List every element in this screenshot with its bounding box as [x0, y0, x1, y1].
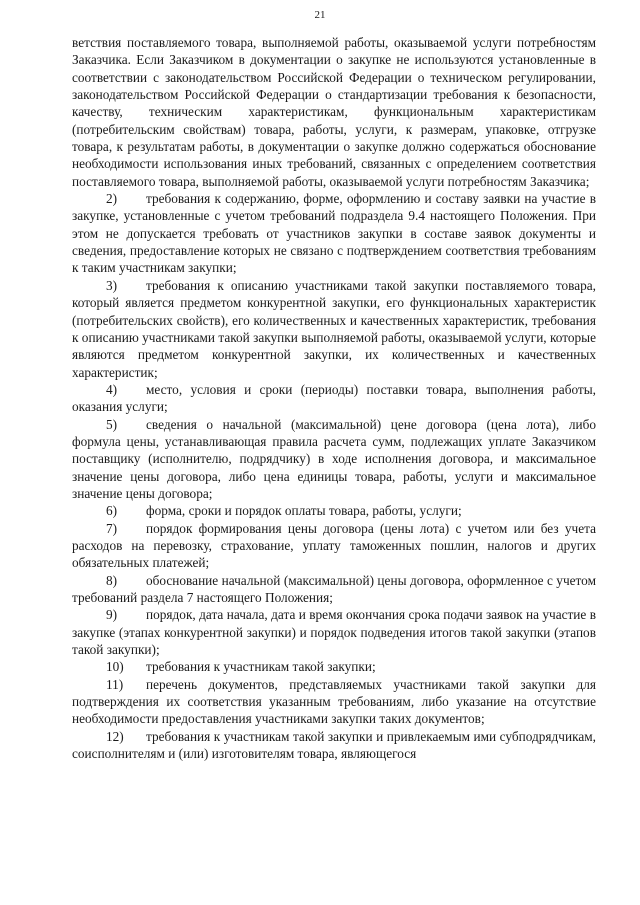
list-item-text: форма, сроки и порядок оплаты товара, работы, услуги;: [146, 503, 462, 519]
list-item-2: [72, 190, 596, 277]
list-item-number: 4): [106, 381, 118, 397]
list-item-text: обоснование начальной (максимальной) цены договора, оформленное с учетом требований раздела 7 настоящего Положения;: [72, 572, 596, 605]
list-item-number: 7): [106, 520, 118, 536]
list-item-5: [72, 416, 596, 503]
list-item-text: место, условия и сроки (периоды) поставки товара, выполнения работы, оказания услуги;: [72, 381, 596, 415]
list-item-9: [72, 606, 596, 658]
list-item-6: [72, 502, 596, 519]
list-item-10: [72, 658, 596, 675]
list-item-number: 3): [106, 277, 118, 293]
intro-paragraph: ветствия поставляемого товара, выполняемой работы, оказываемой услуги потребностям Заказчика. Если Заказчиком в документации о закупке не используются установленные в соответствии с законодательством Российской Федерации о техническом регулировании, законодательством Российской Федерации о стандартизации требования к безопасности, качеству, техническим характеристикам, функциональным характеристикам (потребительским свойствам) товара, работы, услуги, к размерам, упаковке, отгрузке товара, к результатам работы, в документации о закупке должно содержаться обоснование необходимости использования иных требований, связанных с определением соответствия поставляемого товара, выполняемой работы, оказываемой услуги потребностям Заказчика;: [72, 35, 596, 189]
list-item-text: сведения о начальной (максимальной) цене договора (цена лота), либо формула цены, устанавливающая правила расчета сумм, подлежащих уплате Заказчиком поставщику (исполнителю, подрядчику) в ходе исполнения договора, и максимальное значение цены договора, либо цена единицы товара, работы, услуги и максимальное значение цены договора;: [72, 416, 596, 501]
list-item-3: [72, 277, 596, 381]
body-text: [72, 34, 596, 762]
list-item-text: требования к участникам такой закупки;: [146, 659, 376, 675]
list-item-text: требования к участникам такой закупки и привлекаемым ими субподрядчикам, соисполнителям и (или) изготовителям товара, являющегося: [72, 728, 596, 762]
list-item-number: 2): [106, 191, 118, 207]
list-item-text: перечень документов, представляемых участниками такой закупки для подтверждения их соответствия указанным требованиям, либо указание на отсутствие необходимости предоставления участниками закупки таких документов;: [72, 676, 596, 727]
list-item-7: [72, 520, 596, 572]
list-item-number: 9): [106, 607, 118, 623]
list-item-11: [72, 676, 596, 728]
list-item-text: порядок, дата начала, дата и время окончания срока подачи заявок на участие в закупке (этапах конкурентной закупки) и порядок подведения итогов такой закупки (этапов такой закупки);: [72, 607, 596, 658]
list-item-text: требования к содержанию, форме, оформлению и составу заявки на участие в закупке, установленные с учетом требований подраздела 9.4 настоящего Положения. При этом не допускается требовать от участников закупки в составе заявок документы и сведения, предоставление которых не связано с подтверждением соответствия требованиям к таким участникам закупки;: [72, 191, 596, 276]
list-item-number: 5): [106, 416, 118, 432]
list-item-text: порядок формирования цены договора (цены лота) с учетом или без учета расходов на перевозку, страхование, уплату таможенных пошлин, налогов и других обязательных платежей;: [72, 520, 596, 571]
list-item-text: требования к описанию участниками такой закупки поставляемого товара, который является предметом конкурентной закупки, его функциональных характеристик (потребительских свойств), его количественных и качественных характеристик, требования к описанию участниками такой закупки выполняемой работы, оказываемой услуги, которые являются предметом конкурентной закупки, их количественных и качественных характеристик;: [72, 277, 596, 380]
list-item-8: [72, 572, 596, 607]
list-item-number: 12): [106, 728, 124, 744]
list-item-4: [72, 381, 596, 416]
list-item-number: 8): [106, 572, 118, 588]
list-item-12: [72, 728, 596, 763]
list-item-number: 6): [106, 503, 118, 519]
page-number: 21: [314, 9, 326, 21]
list-item-number: 10): [106, 659, 124, 675]
list-item-number: 11): [106, 676, 124, 692]
